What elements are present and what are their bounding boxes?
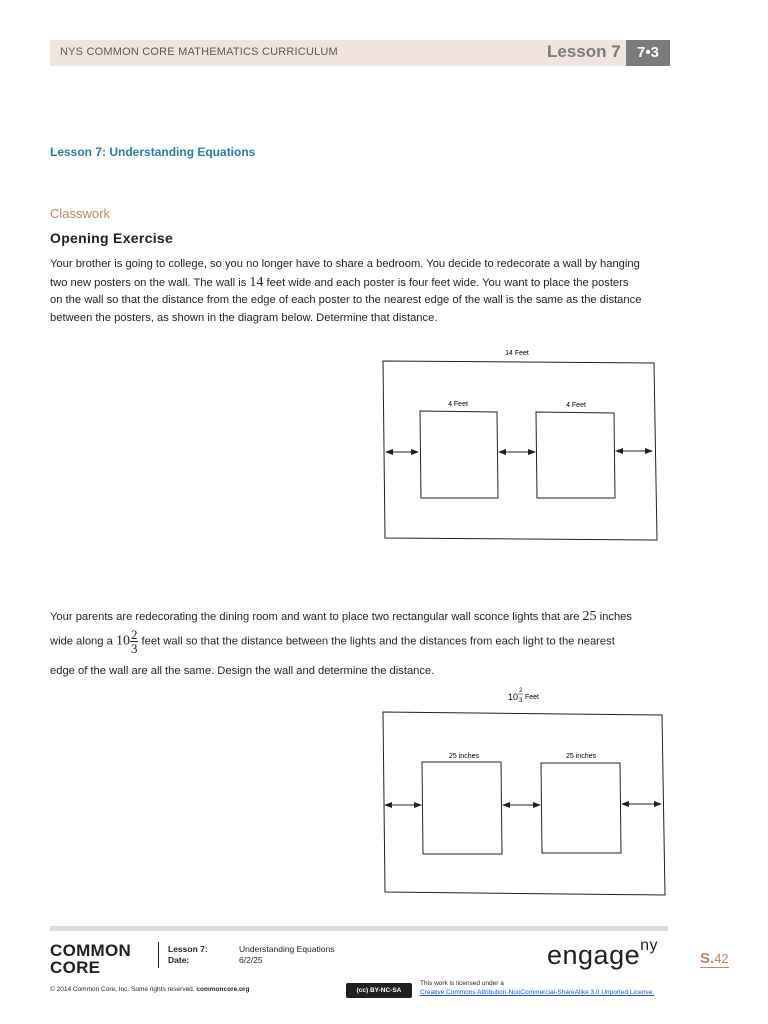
para2-line2-start: wide along a bbox=[50, 635, 116, 648]
wall2-unit: Feet bbox=[525, 694, 540, 701]
fraction-denominator: 3 bbox=[130, 641, 138, 656]
license-link[interactable]: Creative Commons Attribution-NonCommercial-ShareAlike 3.0 Unported License. bbox=[420, 989, 655, 996]
para2-line2 bbox=[50, 628, 615, 655]
wall-width-number: 14 bbox=[249, 274, 264, 290]
page-number bbox=[700, 950, 729, 968]
footer-lesson-label: Lesson 7: bbox=[168, 944, 208, 954]
footer-rule bbox=[50, 926, 668, 931]
para2-line1 bbox=[50, 609, 632, 625]
page-prefix: S. bbox=[700, 950, 715, 967]
fraction-numerator: 2 bbox=[130, 627, 138, 642]
para1-line1: Your brother is going to college, so you no longer have to share a bedroom. You decide to redecorate a wall by hanging bbox=[50, 258, 640, 270]
engage-sup: ny bbox=[640, 937, 659, 954]
footer-lesson-value: Understanding Equations bbox=[239, 944, 335, 954]
light-left bbox=[422, 762, 502, 854]
common-core-logo bbox=[50, 942, 131, 976]
para1-line3: on the wall so that the distance from the edge of each poster to the nearest edge of the wall is the same as the distance bbox=[50, 294, 642, 306]
light-right-label: 25 inches bbox=[566, 753, 596, 760]
mixed-number-whole: 10 bbox=[115, 633, 130, 649]
footer-divider bbox=[158, 942, 159, 968]
poster-right bbox=[536, 412, 615, 498]
copyright-site: commoncore.org bbox=[196, 986, 250, 993]
copyright bbox=[50, 986, 250, 993]
module-badge: 7•3 bbox=[626, 40, 670, 66]
para1-line2-end: feet wide and each poster is four feet wide. You want to place the posters bbox=[263, 276, 629, 289]
wall-width-label: 14 Feet bbox=[505, 350, 529, 357]
footer-date-value: 6/2/25 bbox=[239, 955, 263, 965]
para2-line2-end: feet wall so that the distance between the lights and the distances from each light to the nearest bbox=[138, 635, 615, 648]
wall2-whole: 10 bbox=[508, 692, 519, 702]
logo-line1: COMMON bbox=[50, 941, 132, 960]
curriculum-title: NYS COMMON CORE MATHEMATICS CURRICULUM bbox=[60, 46, 338, 58]
poster-right-label: 4 Feet bbox=[566, 402, 586, 409]
copyright-text: © 2014 Common Core, Inc. Some rights reserved. bbox=[50, 986, 197, 993]
para1-line2-start: two new posters on the wall. The wall is bbox=[50, 276, 250, 289]
sconce-width-number: 25 bbox=[582, 609, 597, 624]
engage-text: engage bbox=[547, 940, 641, 970]
logo-line2: CORE bbox=[50, 958, 101, 977]
lesson-title: Lesson 7: Understanding Equations bbox=[50, 145, 256, 159]
para1-line4: between the posters, as shown in the diagram below. Determine that distance. bbox=[50, 311, 438, 324]
wall-outline bbox=[383, 361, 657, 540]
wall2-denominator: 3 bbox=[519, 698, 523, 704]
light-left-label: 25 inches bbox=[449, 753, 479, 760]
poster-left bbox=[420, 411, 498, 498]
light-right bbox=[541, 763, 621, 853]
para2-line1-start: Your parents are redecorating the dining room and want to place two rectangular wall sconce lights that are bbox=[50, 611, 583, 623]
poster-left-label: 4 Feet bbox=[448, 401, 468, 408]
subsection-heading: Opening Exercise bbox=[50, 230, 174, 246]
para2-line3: edge of the wall are all the same. Design the wall and determine the distance. bbox=[50, 665, 435, 677]
section-heading: Classwork bbox=[50, 206, 110, 221]
wall2-numerator: 2 bbox=[519, 688, 523, 694]
license-text: This work is licensed under a bbox=[420, 980, 504, 987]
para2-line1-end: inches bbox=[596, 611, 632, 623]
page-number-value: 42 bbox=[714, 951, 729, 966]
engageny-logo bbox=[547, 937, 659, 971]
header-lesson: Lesson 7 bbox=[547, 42, 621, 61]
footer-date-label: Date: bbox=[168, 955, 190, 965]
cc-license-badge: (cc) BY-NC-SA bbox=[346, 983, 412, 998]
